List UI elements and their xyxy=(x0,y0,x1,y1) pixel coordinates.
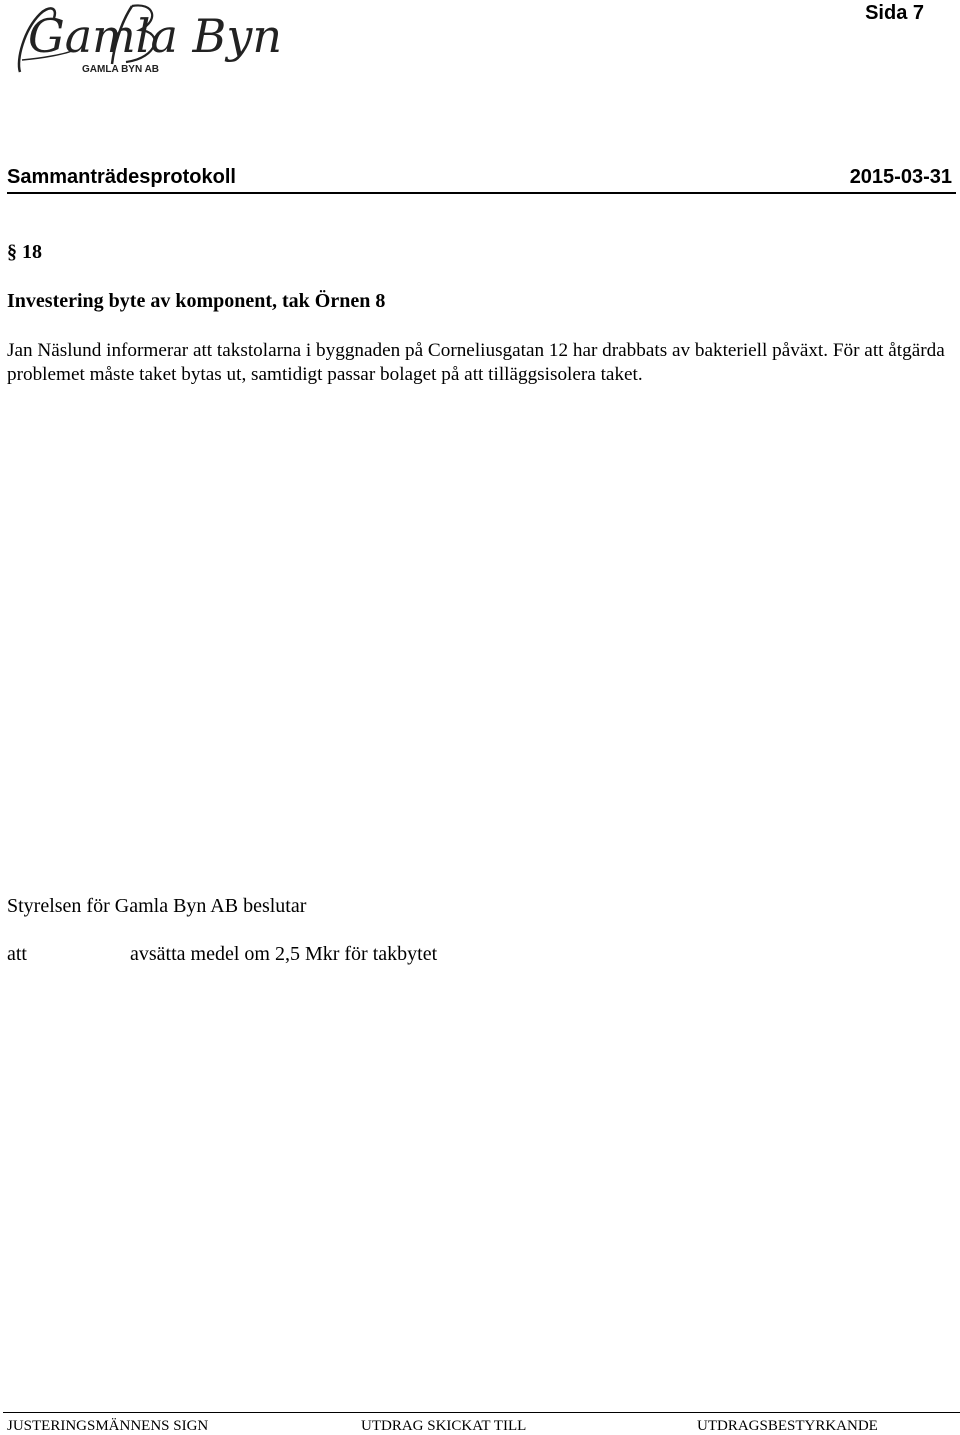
document-date: 2015-03-31 xyxy=(849,166,952,188)
gamla-byn-logo-graphic xyxy=(14,0,282,78)
document-header xyxy=(7,166,956,194)
decision-label: att xyxy=(7,943,27,965)
company-logo xyxy=(14,0,282,78)
logo-company-text: GAMLA BYN AB xyxy=(82,64,160,75)
decision-text: avsätta medel om 2,5 Mkr för takbytet xyxy=(130,943,438,965)
page-number: Sida 7 xyxy=(865,2,924,24)
footer-certification-label: UTDRAGSBESTYRKANDE xyxy=(697,1418,878,1434)
logo-script-text: Gamla Byn xyxy=(28,9,282,63)
footer-signature-label: JUSTERINGSMÄNNENS SIGN xyxy=(7,1418,209,1434)
item-body-text: Jan Näslund informerar att takstolarna i byggnaden på Corneliusgatan 12 har drabbats av bakteriell påväxt. För att åtgärda problemet måste taket bytas ut, samtidigt passar bolaget på att tilläggsisolera taket. xyxy=(7,340,945,385)
document-title: Sammanträdesprotokoll xyxy=(7,166,236,188)
footer-sent-to-label: UTDRAG SKICKAT TILL xyxy=(361,1418,527,1434)
item-heading: Investering byte av komponent, tak Örnen 8 xyxy=(7,290,386,312)
decision-intro: Styrelsen för Gamla Byn AB beslutar xyxy=(7,895,307,917)
section-number: § 18 xyxy=(7,241,42,263)
footer-divider xyxy=(3,1412,960,1413)
